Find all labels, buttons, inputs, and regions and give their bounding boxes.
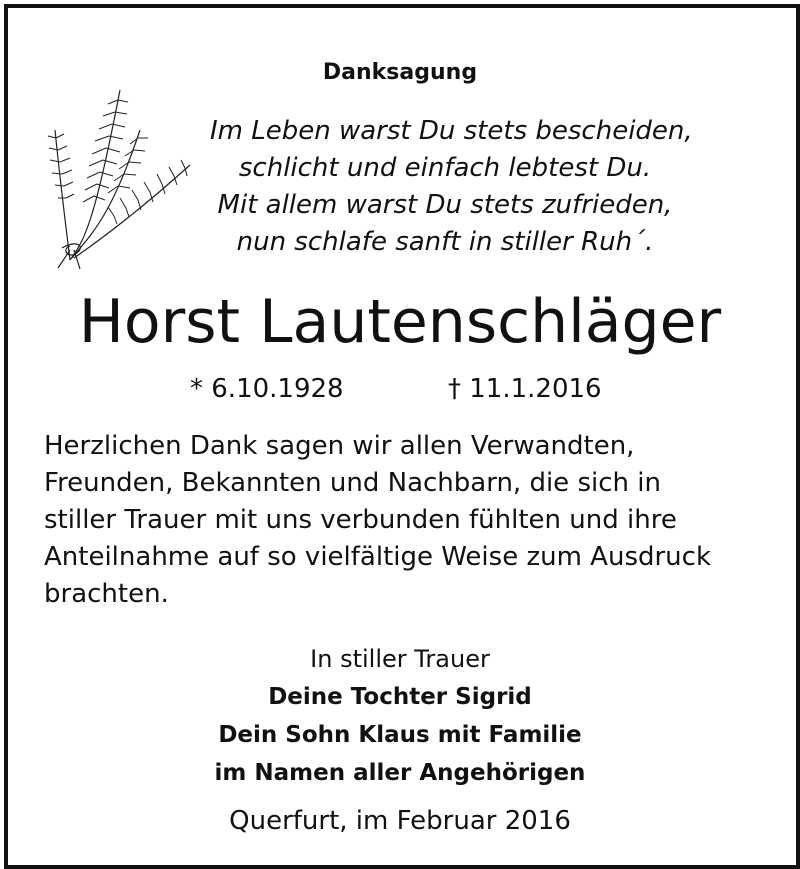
signoff	[0, 640, 800, 792]
deceased-name: Horst Lautenschläger	[78, 287, 722, 357]
poem-line: Mit allem warst Du stets zufrieden,	[217, 190, 673, 220]
thanks-message	[44, 428, 764, 613]
fern-icon	[40, 70, 200, 270]
mourner-line: im Namen aller Angehörigen	[214, 760, 586, 786]
message-line: stiller Trauer mit uns verbunden fühlten und ihre	[44, 505, 677, 535]
signoff-intro: In stiller Trauer	[310, 645, 490, 673]
message-line: Freunden, Bekannten und Nachbarn, die sich in	[44, 468, 661, 498]
message-line: Herzlichen Dank sagen wir allen Verwandten,	[44, 431, 635, 461]
mourner-line: Deine Tochter Sigrid	[268, 684, 532, 710]
poem-line: Im Leben warst Du stets bescheiden,	[210, 116, 693, 146]
message-line: Anteilnahme auf so vielfältige Weise zum Ausdruck	[44, 542, 712, 572]
mourner-line: Dein Sohn Klaus mit Familie	[218, 722, 582, 748]
poem	[210, 113, 693, 261]
poem-line: nun schlafe sanft in stiller Ruh´.	[236, 227, 654, 257]
place-date: Querfurt, im Februar 2016	[229, 806, 571, 836]
birth-date: * 6.10.1928	[190, 374, 344, 404]
heading-danksagung: Danksagung	[322, 60, 478, 85]
message-line: brachten.	[44, 579, 169, 609]
poem-line: schlicht und einfach lebtest Du.	[238, 153, 652, 183]
death-date: † 11.1.2016	[448, 374, 602, 404]
